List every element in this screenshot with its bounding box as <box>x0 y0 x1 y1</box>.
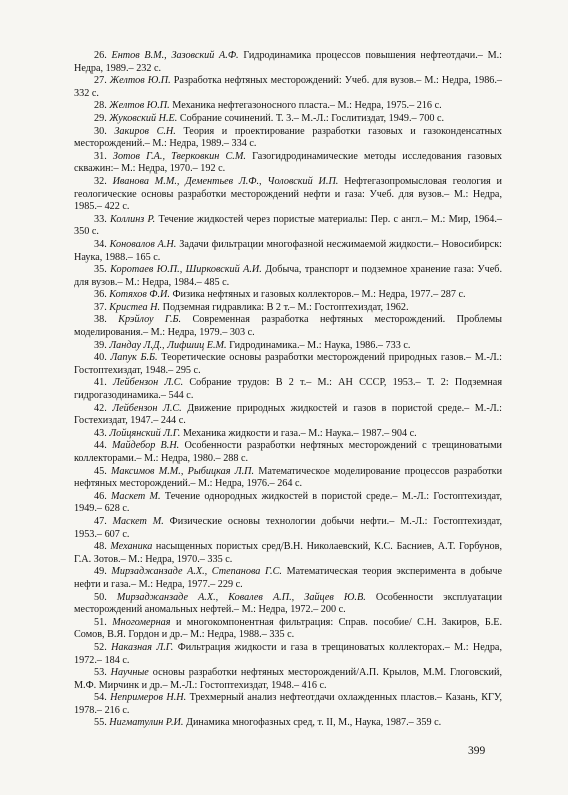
reference-text: основы разработки нефтяных месторождений/А.П. Крылов, М.М. Глоговский, М.Ф. Мирчинк и др.– М.-Л.: Гостоптехиздат, 1948.– 416 с. <box>74 667 502 691</box>
reference-number: 46. <box>94 490 107 502</box>
reference-text: Собрание трудов: В 2 т.– М.: АН СССР, 1953.– Т. 2: Подземная гидрогазодинамика.– 544 с. <box>74 377 502 402</box>
reference-text: Трехмерный анализ нефтеотдачи охлажденных пластов.– Казань, КГУ, 1978.– 216 с. <box>74 692 503 716</box>
reference-text: Физические основы технологии добычи нефти.– М.-Л.: Гостоптехиздат, 1953.– 607 с. <box>74 515 503 540</box>
reference-number: 37. <box>94 301 107 313</box>
page-number: 399 <box>468 745 486 757</box>
reference-number: 50. <box>94 591 107 603</box>
reference-author: Лапук Б.Б. <box>110 352 158 364</box>
reference-text: Физика нефтяных и газовых коллекторов.– М.: Недра, 1977.– 287 с. <box>172 289 466 301</box>
reference-text: Течение жидкостей через пористые материалы: Пер. с англ.– М.: Мир, 1964.– 350 с. <box>74 213 503 238</box>
reference-number: 55. <box>94 717 107 729</box>
reference-text: Добыча, транспорт и подземное хранение газа: Учеб. для вузов.– М.: Недра, 1984.– 485 с. <box>74 264 503 288</box>
reference-number: 30. <box>94 125 107 137</box>
reference-number: 45. <box>94 465 107 477</box>
reference-author: Крэйлоу Г.Б. <box>118 314 182 326</box>
reference-author: Лойцянский Л.Г. <box>109 427 181 439</box>
reference-text: Течение однородных жидкостей в пористой среде.– М.-Л.: Гостоптехиздат, 1949.– 628 с. <box>74 490 503 515</box>
reference-author: Закиров С.Н. <box>114 125 176 137</box>
reference-number: 38. <box>94 314 107 326</box>
reference-number: 51. <box>94 616 107 628</box>
reference-entry <box>74 214 502 239</box>
reference-entry <box>74 516 502 541</box>
reference-number: 54. <box>94 692 107 704</box>
reference-entry <box>74 75 502 100</box>
reference-entry <box>74 352 502 377</box>
reference-author: Жуковский Н.Е. <box>109 112 178 124</box>
reference-author: Зотов Г.А., Тверковкин С.М. <box>112 150 246 162</box>
reference-entry <box>74 541 502 566</box>
reference-entry <box>74 126 502 151</box>
reference-author: Коротаев Ю.П., Ширковский А.И. <box>110 264 262 276</box>
reference-author: Коллинз Р. <box>110 213 156 225</box>
reference-author: Нигматулин Р.И. <box>109 717 184 729</box>
reference-number: 27. <box>94 75 107 87</box>
reference-entry <box>74 440 502 465</box>
reference-author: Ентов В.М., Зазовский А.Ф. <box>111 50 239 61</box>
reference-entry <box>74 340 502 353</box>
reference-number: 43. <box>94 427 107 439</box>
reference-entry <box>74 566 502 591</box>
reference-entry <box>74 100 502 113</box>
reference-number: 34. <box>94 238 107 250</box>
reference-entry <box>74 617 502 642</box>
reference-entry <box>74 264 502 289</box>
reference-text: Теоретические основы разработки месторождений природных газов.– М.-Л.: Гостоптехиздат, 1948.– 295 с. <box>74 352 502 376</box>
reference-number: 33. <box>94 213 107 225</box>
reference-entry <box>74 592 502 617</box>
reference-entry <box>74 466 502 491</box>
reference-author: Наказная Л.Г. <box>111 641 174 653</box>
reference-entry <box>74 717 502 730</box>
reference-text: Механика жидкости и газа.– М.: Наука.– 1987.– 904 с. <box>182 427 417 439</box>
reference-entry <box>74 667 502 692</box>
reference-author: Мирзаджанзаде А.Х., Степанова Г.С. <box>111 566 282 578</box>
reference-author: Майдебор В.Н. <box>111 440 180 452</box>
reference-number: 53. <box>94 667 107 679</box>
reference-text: Нефтегазопромысловая геология и геологические основы разработки месторождений нефти и газа: Учеб. для вузов.– М.: Недра, 1985.– 422 с. <box>74 175 502 213</box>
reference-text: Гидродинамика процессов повышения нефтеотдачи.– М.: Недра, 1989.– 232 с. <box>74 50 503 74</box>
reference-entry <box>74 239 502 264</box>
reference-text: Фильтрация жидкости и газа в трещиноватых коллекторах.– М.: Недра, 1972.– 184 с. <box>74 641 502 666</box>
reference-text: Гидродинамика.– М.: Наука, 1986.– 733 с. <box>229 339 411 351</box>
reference-author: Котяхов Ф.И. <box>109 289 170 301</box>
reference-author: Коновалов А.Н. <box>109 238 177 250</box>
reference-author: Маскет М. <box>111 490 161 502</box>
reference-text: Движение природных жидкостей и газов в пористой среде.– М.-Л.: Гостехиздат, 1947.– 244 с. <box>74 402 503 427</box>
reference-text: Современная разработка нефтяных месторождений. Проблемы моделирования.– М.: Недра, 1979.– 303 с. <box>74 314 503 339</box>
reference-number: 32. <box>94 175 107 187</box>
reference-author: Мирзаджанзаде А.Х., Ковалев А.П., Зайцев Ю.В. <box>116 591 366 603</box>
reference-entry <box>74 289 502 302</box>
reference-entry <box>74 314 502 339</box>
reference-entry <box>74 428 502 441</box>
reference-text: Математическое моделирование процессов разработки нефтяных месторождений.– М.: Недра, 1976.– 264 с. <box>74 465 503 490</box>
reference-number: 49. <box>94 566 107 578</box>
reference-author: Лейбензон Л.С. <box>112 377 184 389</box>
reference-entry <box>74 50 502 75</box>
reference-author: Научные <box>110 667 149 679</box>
reference-entry <box>74 491 502 516</box>
reference-author: Непримеров Н.Н. <box>110 692 187 704</box>
reference-entry <box>74 302 502 315</box>
reference-author: Желтов Ю.П. <box>109 100 170 112</box>
reference-number: 52. <box>94 641 107 653</box>
reference-author: Максимов М.М., Рыбицкая Л.П. <box>111 465 255 477</box>
reference-text: Разработка нефтяных месторождений: Учеб. для вузов.– М.: Недра, 1986.– 332 с. <box>74 75 503 99</box>
reference-author: Механика <box>110 541 153 553</box>
reference-author: Желтов Ю.П. <box>109 75 171 87</box>
reference-number: 47. <box>94 515 107 527</box>
reference-text: Особенности эксплуатации месторождений аномальных нефтей.– М.: Недра, 1972.– 200 с. <box>74 591 503 616</box>
reference-list <box>74 50 502 730</box>
reference-text: насыщенных пористых сред/В.Н. Николаевский, К.С. Басниев, А.Т. Горбунов, Г.А. Зотов.– М.: Недра, 1970.– 335 с. <box>74 541 502 565</box>
reference-number: 26. <box>94 50 107 61</box>
reference-entry <box>74 692 502 717</box>
reference-author: Многомерная <box>112 616 171 628</box>
reference-number: 31. <box>94 150 107 162</box>
reference-text: Механика нефтегазоносного пласта.– М.: Недра, 1975.– 216 с. <box>172 100 442 112</box>
reference-author: Иванова М.М., Дементьев Л.Ф., Чоловский И.П. <box>112 175 339 187</box>
reference-number: 35. <box>94 264 107 276</box>
reference-author: Ландау Л.Д., Лифшиц Е.М. <box>109 339 227 351</box>
reference-number: 40. <box>94 352 107 364</box>
reference-author: Лейбензон Л.С. <box>112 402 182 414</box>
reference-number: 44. <box>94 440 107 452</box>
reference-author: Кристеа Н. <box>109 301 161 313</box>
reference-entry <box>74 642 502 667</box>
reference-text: Математическая теория эксперимента в добыче нефти и газа.– М.: Недра, 1977.– 229 с. <box>74 566 502 590</box>
reference-text: Особенности разработки нефтяных месторождений с трещиноватыми коллекторами.– М.: Недра, 1980.– 288 с. <box>74 440 503 464</box>
reference-entry <box>74 176 502 214</box>
reference-number: 41. <box>94 377 107 389</box>
reference-number: 29. <box>94 112 107 124</box>
reference-text: и многокомпонентная фильтрация: Справ. пособие/ С.Н. Закиров, Б.Е. Сомов, В.Я. Гордон и др.– М.: Недра, 1988.– 335 с. <box>74 616 503 641</box>
reference-text: Динамика многофазных сред, т. II, М., Наука, 1987.– 359 с. <box>186 717 442 729</box>
reference-number: 36. <box>94 289 107 301</box>
reference-author: Маскет М. <box>112 515 164 527</box>
reference-text: Подземная гидравлика: В 2 т.– М.: Гостоптехиздат, 1962. <box>162 301 409 313</box>
reference-entry <box>74 113 502 126</box>
reference-text: Теория и проектирование разработки газовых и газоконденсатных месторождений.– М.: Недра, 1989.– 334 с. <box>74 125 502 150</box>
reference-text: Собрание сочинений. Т. 3.– М.-Л.: Гослитиздат, 1949.– 700 с. <box>179 112 445 124</box>
reference-number: 39. <box>94 339 107 351</box>
reference-number: 42. <box>94 402 107 414</box>
reference-number: 48. <box>94 541 107 553</box>
reference-entry <box>74 377 502 402</box>
reference-entry <box>74 403 502 428</box>
reference-text: Задачи фильтрации многофазной несжимаемой жидкости.– Новосибирск: Наука, 1988.– 165 с. <box>74 238 502 263</box>
reference-text: Газогидродинамические методы исследования газовых скважин:– М.: Недра, 1970.– 192 с. <box>74 150 503 175</box>
reference-entry <box>74 151 502 176</box>
reference-number: 28. <box>94 100 107 112</box>
